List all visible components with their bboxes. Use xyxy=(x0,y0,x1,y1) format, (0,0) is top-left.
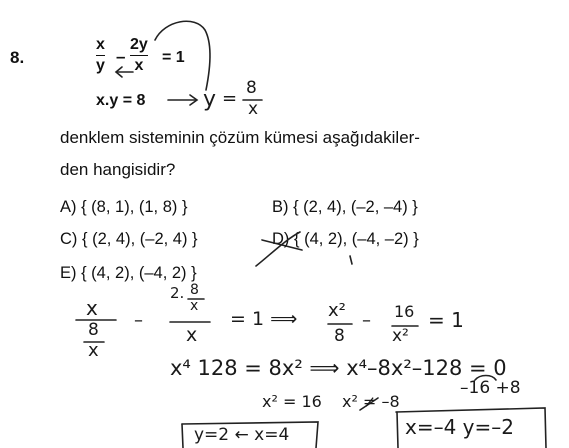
work-x-small: x xyxy=(190,298,199,314)
handwritten-y: y xyxy=(203,87,217,112)
question-text-line1: denklem sisteminin çözüm kümesi aşağıdakiler- xyxy=(60,128,420,147)
work-x-den: x xyxy=(186,324,198,346)
fraction-2y-over-x xyxy=(130,36,148,75)
answer-box-1: y=2 ← x=4 xyxy=(194,425,290,445)
work-8: 8 xyxy=(88,320,99,340)
option-e[interactable]: E) { (4, 2), (–4, 2) } xyxy=(60,264,197,282)
equation-xy: x.y = 8 xyxy=(96,92,146,109)
fraction-denominator: y xyxy=(96,57,105,74)
question-number: 8. xyxy=(10,48,25,67)
work-minus-2: – xyxy=(362,310,371,331)
work-16: 16 xyxy=(394,302,415,321)
work-x2-num: x² xyxy=(328,300,346,321)
work-equals-implies: = 1 ⟹ xyxy=(230,308,298,330)
handwritten-equals: = xyxy=(222,88,238,109)
work-x2-den: x² xyxy=(392,326,409,346)
work-factor-note: –16 +8 xyxy=(460,378,521,398)
question-text-line2: den hangisidir? xyxy=(60,160,176,179)
fraction-numerator: x xyxy=(96,36,105,53)
work-8-den: 8 xyxy=(334,326,345,346)
work-minus: – xyxy=(134,310,143,331)
work-x-bottom: x xyxy=(88,340,99,361)
work-x2-neg8: x² ≠ –8 xyxy=(342,392,400,411)
fraction-x-over-y xyxy=(96,36,105,75)
option-a[interactable]: A) { (8, 1), (1, 8) } xyxy=(60,198,188,216)
handwritten-8: 8 xyxy=(246,78,257,98)
option-d[interactable]: D) { (4, 2), (–4, –2) } xyxy=(272,230,419,248)
fraction-numerator: 2y xyxy=(130,36,148,53)
work-x2-16: x² = 16 xyxy=(262,392,322,411)
equation-rhs: = 1 xyxy=(162,49,185,66)
minus-sign: – xyxy=(116,47,126,66)
answer-box-2: x=–4 y=–2 xyxy=(405,415,514,439)
handwritten-x: x xyxy=(248,99,259,119)
fraction-denominator: x xyxy=(134,57,144,74)
work-line-quartic: x⁴ 128 = 8x² ⟹ x⁴–8x²–128 = 0 xyxy=(170,356,507,380)
option-b[interactable]: B) { (2, 4), (–2, –4) } xyxy=(272,198,418,216)
work-8-small: 8 xyxy=(190,282,199,298)
option-c[interactable]: C) { (2, 4), (–2, 4) } xyxy=(60,230,198,248)
work-x-top: x xyxy=(86,296,98,320)
work-2-dot: 2. xyxy=(170,284,185,302)
work-equals-1: = 1 xyxy=(428,308,464,332)
